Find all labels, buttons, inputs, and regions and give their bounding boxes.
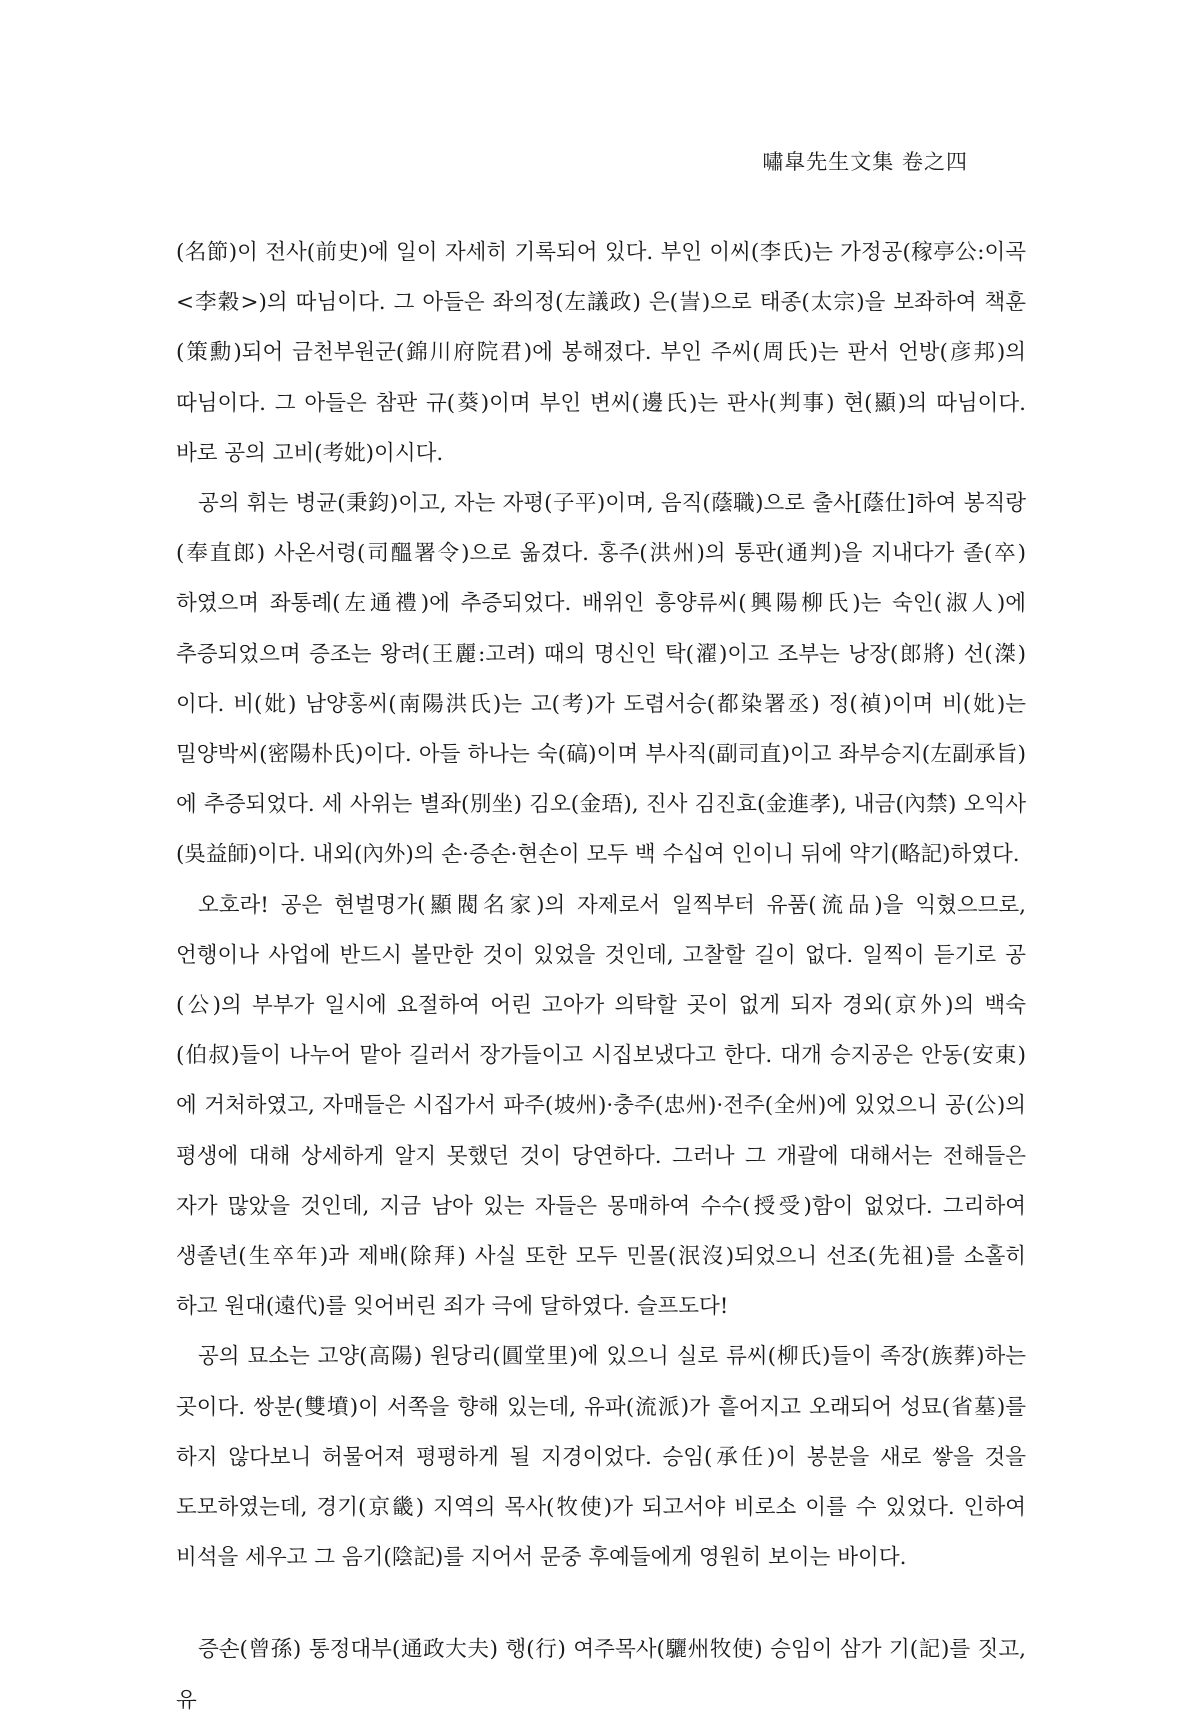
body-text — [176, 228, 1026, 1726]
paragraph-lineage: (名節)이 전사(前史)에 일이 자세히 기록되어 있다. 부인 이씨(李氏)는 가정공(稼亭公:이곡<李穀>)의 따님이다. 그 아들은 좌의정(左議政) 은(訔)으로 태종(太宗)을 보좌하여 책훈(策勳)되어 금천부원군(錦川府院君)에 봉해졌다. 부인 주씨(周氏)는 판서 언방(彦邦)의 따님이다. 그 아들은 참판 규(葵)이며 부인 변씨(邊氏)는 판사(判事) 현(顯)의 따님이다. 바로 공의 고비(考妣)이시다. — [176, 240, 1026, 466]
paragraph-lament: 오호라! 공은 현벌명가(顯閥名家)의 자제로서 일찍부터 유품(流品)을 익혔으므로, 언행이나 사업에 반드시 볼만한 것이 있었을 것인데, 고찰할 길이 없다. 일찍이 듣기로 공(公)의 부부가 일시에 요절하여 어린 고아가 의탁할 곳이 없게 되자 경외(京外)의 백숙(伯叔)들이 나누어 맡아 길러서 장가들이고 시집보냈다고 한다. 대개 승지공은 안동(安東)에 거처하였고, 자매들은 시집가서 파주(坡州)·충주(忠州)·전주(全州)에 있었으니 공(公)의 평생에 대해 상세하게 알지 못했던 것이 당연하다. 그러나 그 개괄에 대해서는 전해들은 자가 많았을 것인데, 지금 남아 있는 자들은 몽매하여 수수(授受)함이 없었다. 그리하여 생졸년(生卒年)과 제배(除拜) 사실 또한 모두 민몰(泯沒)되었으니 선조(先祖)를 소홀히 하고 원대(遠代)를 잊어버린 죄가 극에 달하였다. 슬프도다! — [176, 892, 1026, 1320]
running-header: 嘯皐先生文集 卷之四 — [762, 150, 968, 174]
paragraph-tomb: 공의 묘소는 고양(高陽) 원당리(圓堂里)에 있으니 실로 류씨(柳氏)들이 족장(族葬)하는 곳이다. 쌍분(雙墳)이 서쪽을 향해 있는데, 유파(流派)가 흩어지고 오래되어 성묘(省墓)를 하지 않다보니 허물어져 평평하게 될 지경이었다. 승임(承任)이 봉분을 새로 쌓을 것을 도모하였는데, 경기(京畿) 지역의 목사(牧使)가 되고서야 비로소 이를 수 있었다. 인하여 비석을 세우고 그 음기(陰記)를 지어서 문중 후예들에게 영원히 보이는 바이다. — [176, 1344, 1026, 1571]
paragraph-colophon: 증손(曾孫) 통정대부(通政大夫) 행(行) 여주목사(驪州牧使) 승임이 삼가 기(記)를 짓고, 유 — [176, 1637, 1026, 1713]
paragraph-biography: 공의 휘는 병균(秉鈞)이고, 자는 자평(子平)이며, 음직(蔭職)으로 출사[蔭仕]하여 봉직랑(奉直郎) 사온서령(司醞署令)으로 옮겼다. 홍주(洪州)의 통판(通判)을 지내다가 졸(卒)하였으며 좌통례(左通禮)에 추증되었다. 배위인 흥양류씨(興陽柳氏)는 숙인(淑人)에 추증되었으며 증조는 왕려(王麗:고려) 때의 명신인 탁(濯)이고 조부는 낭장(郎將) 선(滐)이다. 비(妣) 남양홍씨(南陽洪氏)는 고(考)가 도렴서승(都染署丞) 정(禎)이며 비(妣)는 밀양박씨(密陽朴氏)이다. 아들 하나는 숙(碻)이며 부사직(副司直)이고 좌부승지(左副承旨)에 추증되었다. 세 사위는 별좌(別坐) 김오(金珸), 진사 김진효(金進孝), 내금(內禁) 오익사(吳益師)이다. 내외(內外)의 손·증손·현손이 모두 백 수십여 인이니 뒤에 약기(略記)하였다. — [176, 491, 1026, 868]
